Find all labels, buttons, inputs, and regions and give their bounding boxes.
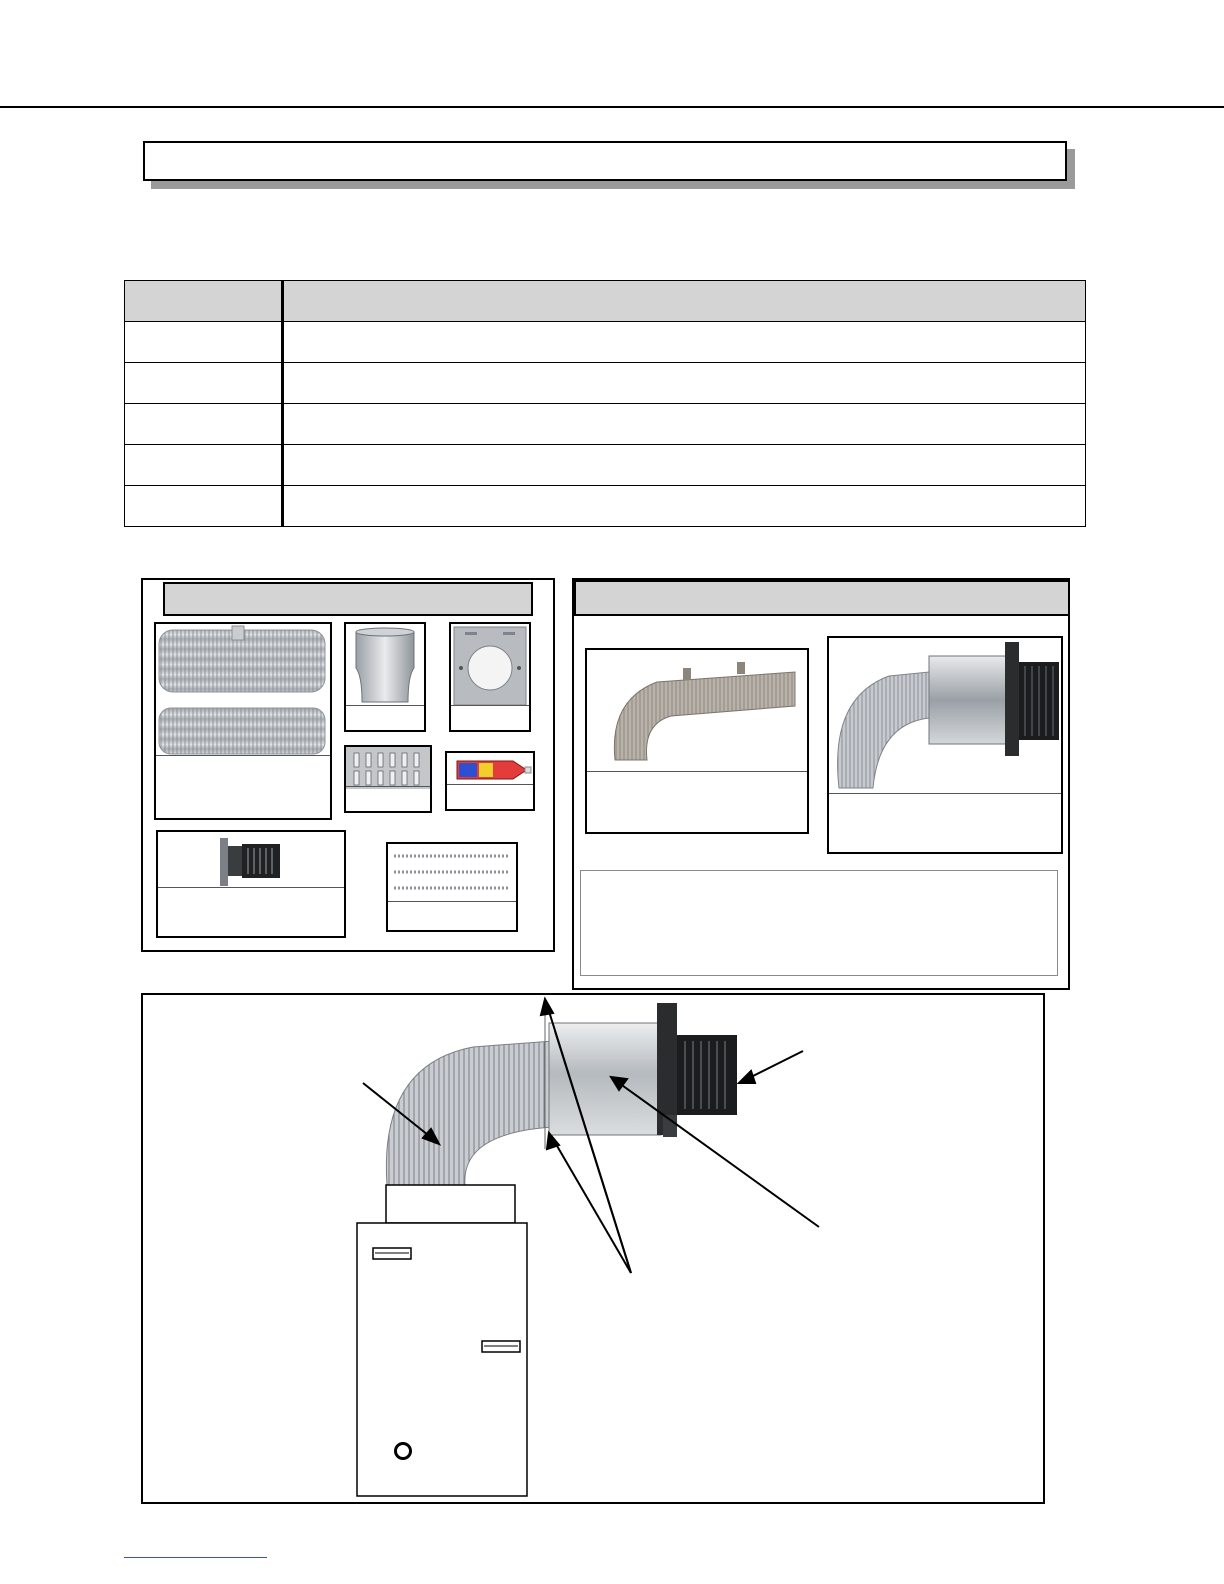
vent-cap-caption [158,887,344,936]
elbow-duct-icon [587,650,807,774]
table-header-row [125,281,1086,322]
table-row [125,486,1086,527]
table-cell [125,486,283,527]
duct-collar-photo [344,622,426,732]
assembled-vent-icon [829,638,1061,798]
note-box [580,870,1058,976]
table-row [125,445,1086,486]
header-rule [0,106,1224,108]
table-cell [283,445,1086,486]
collar-icon [346,624,424,708]
clamps-photo [386,842,518,932]
flex-elbow-duct [386,1041,553,1185]
parts-table [124,280,1086,527]
heater-collar [386,1185,515,1223]
elbow-duct-photo [585,648,809,834]
table-cell [125,404,283,445]
assembled-vent-photo [827,636,1063,854]
vent-cap-icon [158,832,344,890]
assembled-panel-header [574,580,1070,616]
table-row [125,363,1086,404]
sealant-photo [445,751,535,811]
heater-knob [396,1444,411,1459]
sealant-tube-icon [447,753,533,787]
vent-cap-photo [156,830,346,938]
installation-diagram [141,993,1045,1504]
elbow-duct-caption [587,771,807,832]
wall-plate-icon [451,624,529,708]
screws-icon [346,747,430,789]
table-row [125,322,1086,363]
flex-duct-caption [156,755,330,818]
table-cell [125,363,283,404]
table-header-part [125,281,283,322]
table-cell [283,363,1086,404]
sealant-caption [447,784,533,809]
table-row [125,404,1086,445]
table-cell [125,322,283,363]
table-header-description [283,281,1086,322]
assembled-vent-caption [829,793,1061,852]
clamps-caption [388,901,516,930]
wall-sleeve [549,1023,661,1135]
wall-plate-caption [451,705,529,730]
vent-cap-grille [677,1035,737,1115]
arrow-screw-lower [553,1139,631,1273]
clamps-icon [388,844,516,902]
screws-caption [346,786,430,811]
arrow-vent-cap [747,1051,803,1079]
page-title [143,141,1067,181]
table-cell [283,322,1086,363]
installation-diagram-drawing [143,995,1043,1502]
table-cell [283,486,1086,527]
kit-panel-header [163,582,533,616]
flex-duct-photo [154,622,332,820]
water-heater-unit [357,1223,527,1496]
flex-duct-icon [156,624,330,758]
footer-link-underline[interactable] [124,1557,267,1558]
kit-contents-panel [141,578,555,952]
collar-caption [346,705,424,730]
assembled-panel [572,578,1070,990]
table-cell [125,445,283,486]
wall-plate-photo [449,622,531,732]
screws-photo [344,745,432,813]
table-cell [283,404,1086,445]
